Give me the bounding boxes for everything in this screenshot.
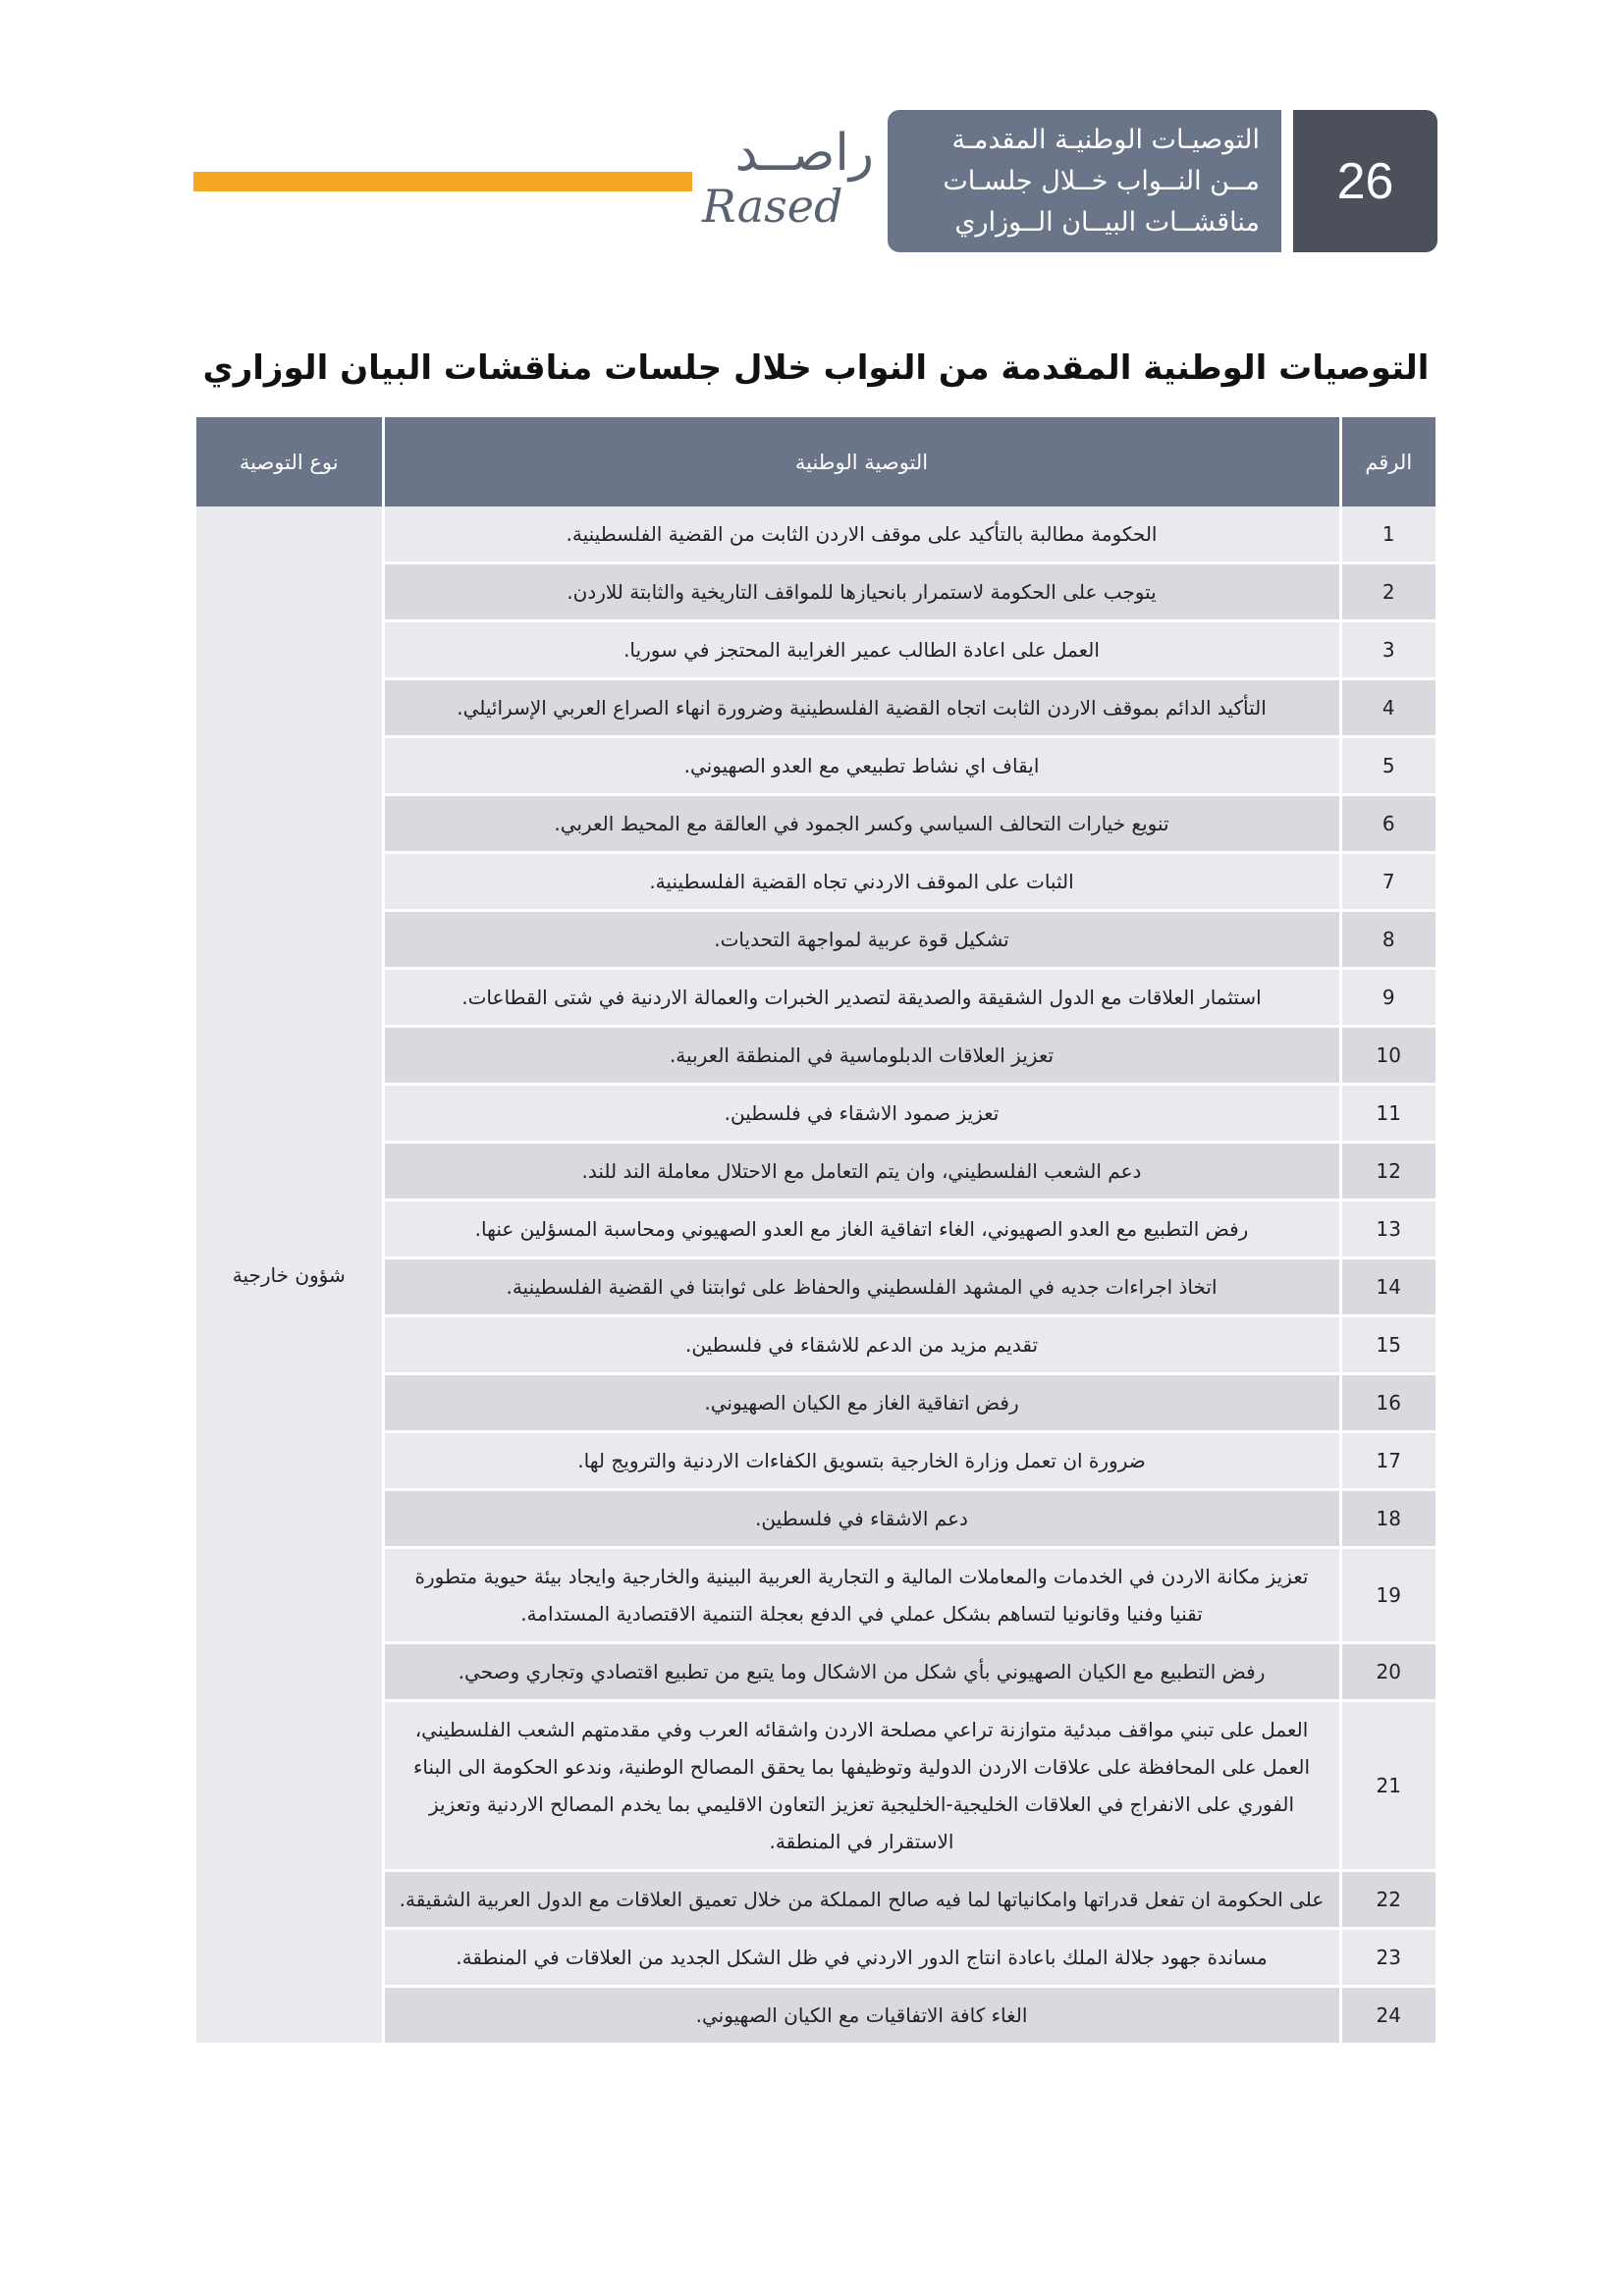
- row-recommendation: رفض التطبيع مع العدو الصهيوني، الغاء اتفاقية الغاز مع العدو الصهيوني ومحاسبة المسؤلين عنها.: [383, 1201, 1340, 1258]
- row-recommendation: رفض اتفاقية الغاز مع الكيان الصهيوني.: [383, 1374, 1340, 1432]
- row-number: 23: [1340, 1929, 1435, 1987]
- row-number: 24: [1340, 1987, 1435, 2045]
- table-row: [196, 1490, 1435, 1548]
- running-title-box: [888, 110, 1281, 252]
- recommendations-table: [196, 417, 1435, 2046]
- row-recommendation: استثمار العلاقات مع الدول الشقيقة والصديقة لتصدير الخبرات والعمالة الاردنية في شتى القطاعات.: [383, 969, 1340, 1027]
- logo-arabic: راصــد: [734, 124, 874, 183]
- table-row: [196, 911, 1435, 969]
- running-title-line: مناقشــات البيــان الــوزاري: [954, 207, 1260, 238]
- table-header-row: [196, 417, 1435, 507]
- table-row: [196, 1027, 1435, 1085]
- row-number: 8: [1340, 911, 1435, 969]
- table-row: [196, 737, 1435, 795]
- row-recommendation: تعزيز مكانة الاردن في الخدمات والمعاملات المالية و التجارية العربية البينية والخارجية وايجاد بيئة حيوية متطورة تقنيا وفنيا وقانونيا لتساهم بشكل عملي في الدفع بعجلة التنمية الاقتصادية المستدامة.: [383, 1548, 1340, 1643]
- page-number: 26: [1293, 110, 1437, 252]
- row-recommendation: العمل على اعادة الطالب عمير الغرايبة المحتجز في سوريا.: [383, 621, 1340, 679]
- table-row: [196, 563, 1435, 621]
- recommendation-type: شؤون خارجية: [196, 507, 383, 2045]
- header-type: نوع التوصية: [196, 417, 383, 507]
- row-number: 15: [1340, 1316, 1435, 1374]
- table-row: [196, 507, 1435, 563]
- row-recommendation: اتخاذ اجراءات جديه في المشهد الفلسطيني والحفاظ على ثوابتنا في القضية الفلسطينية.: [383, 1258, 1340, 1316]
- row-recommendation: دعم الاشقاء في فلسطين.: [383, 1490, 1340, 1548]
- table-row: [196, 1929, 1435, 1987]
- row-recommendation: الثبات على الموقف الاردني تجاه القضية الفلسطينية.: [383, 853, 1340, 911]
- row-recommendation: تقديم مزيد من الدعم للاشقاء في فلسطين.: [383, 1316, 1340, 1374]
- table-row: [196, 1258, 1435, 1316]
- row-number: 22: [1340, 1871, 1435, 1929]
- header-recommendation: التوصية الوطنية: [383, 417, 1340, 507]
- header-number: الرقم: [1340, 417, 1435, 507]
- running-title-line: التوصيـات الوطنيـة المقدمـة: [951, 125, 1260, 155]
- row-recommendation: الحكومة مطالبة بالتأكيد على موقف الاردن الثابت من القضية الفلسطينية.: [383, 507, 1340, 563]
- row-number: 3: [1340, 621, 1435, 679]
- table-row: [196, 1432, 1435, 1490]
- row-number: 18: [1340, 1490, 1435, 1548]
- row-number: 14: [1340, 1258, 1435, 1316]
- table-row: [196, 1316, 1435, 1374]
- table-row: [196, 1643, 1435, 1701]
- table-row: [196, 1701, 1435, 1871]
- row-recommendation: تشكيل قوة عربية لمواجهة التحديات.: [383, 911, 1340, 969]
- row-recommendation: الغاء كافة الاتفاقيات مع الكيان الصهيوني.: [383, 1987, 1340, 2045]
- row-recommendation: مساندة جهود جلالة الملك باعادة انتاج الدور الاردني في ظل الشكل الجديد من العلاقات في المنطقة.: [383, 1929, 1340, 1987]
- document-title: التوصيات الوطنية المقدمة من النواب خلال جلسات مناقشات البيان الوزاري: [202, 348, 1430, 388]
- table-row: [196, 1085, 1435, 1143]
- row-number: 5: [1340, 737, 1435, 795]
- row-number: 16: [1340, 1374, 1435, 1432]
- row-recommendation: تنويع خيارات التحالف السياسي وكسر الجمود في العالقة مع المحيط العربي.: [383, 795, 1340, 853]
- table-row: [196, 853, 1435, 911]
- row-number: 7: [1340, 853, 1435, 911]
- row-recommendation: رفض التطبيع مع الكيان الصهيوني بأي شكل من الاشكال وما يتبع من تطبيع اقتصادي وتجاري وصحي.: [383, 1643, 1340, 1701]
- row-recommendation: العمل على تبني مواقف مبدئية متوازنة تراعي مصلحة الاردن واشقائه العرب وفي مقدمتهم الشعب الفلسطيني، العمل على المحافظة على علاقات الاردن الدولية وتوظيفها بما يحقق المصالح الوطنية، وندعو الحكومة الى البناء الفوري على الانفراج في العلاقات الخليجية-الخليجية تعزيز التعاون الاقليمي بما يخدم المصالح الاردنية وتعزيز الاستقرار في المنطقة.: [383, 1701, 1340, 1871]
- rased-logo: [702, 126, 874, 243]
- row-recommendation: يتوجب على الحكومة لاستمرار بانحيازها للمواقف التاريخية والثابتة للاردن.: [383, 563, 1340, 621]
- row-number: 21: [1340, 1701, 1435, 1871]
- row-number: 6: [1340, 795, 1435, 853]
- table-row: [196, 679, 1435, 737]
- row-recommendation: ايقاف اي نشاط تطبيعي مع العدو الصهيوني.: [383, 737, 1340, 795]
- running-title-line: مــن النــواب خــلال جلسـات: [943, 166, 1260, 196]
- row-number: 4: [1340, 679, 1435, 737]
- table-row: [196, 621, 1435, 679]
- table-row: [196, 1374, 1435, 1432]
- row-number: 17: [1340, 1432, 1435, 1490]
- row-recommendation: التأكيد الدائم بموقف الاردن الثابت اتجاه القضية الفلسطينية وضرورة انهاء الصراع العربي الإسرائيلي.: [383, 679, 1340, 737]
- logo-english: Rased: [702, 180, 843, 233]
- table-row: [196, 1987, 1435, 2045]
- table-row: [196, 1871, 1435, 1929]
- row-recommendation: على الحكومة ان تفعل قدراتها وامكانياتها لما فيه صالح المملكة من خلال تعميق العلاقات مع الدول العربية الشقيقة.: [383, 1871, 1340, 1929]
- row-number: 10: [1340, 1027, 1435, 1085]
- table-row: [196, 795, 1435, 853]
- row-number: 2: [1340, 563, 1435, 621]
- row-number: 13: [1340, 1201, 1435, 1258]
- table-row: [196, 969, 1435, 1027]
- row-recommendation: تعزيز العلاقات الدبلوماسية في المنطقة العربية.: [383, 1027, 1340, 1085]
- table-row: [196, 1548, 1435, 1643]
- row-recommendation: ضرورة ان تعمل وزارة الخارجية بتسويق الكفاءات الاردنية والترويج لها.: [383, 1432, 1340, 1490]
- row-number: 9: [1340, 969, 1435, 1027]
- table-row: [196, 1143, 1435, 1201]
- accent-bar: [193, 172, 692, 191]
- row-number: 20: [1340, 1643, 1435, 1701]
- row-recommendation: دعم الشعب الفلسطيني، وان يتم التعامل مع الاحتلال معاملة الند للند.: [383, 1143, 1340, 1201]
- row-number: 11: [1340, 1085, 1435, 1143]
- row-recommendation: تعزيز صمود الاشقاء في فلسطين.: [383, 1085, 1340, 1143]
- table-row: [196, 1201, 1435, 1258]
- row-number: 1: [1340, 507, 1435, 563]
- row-number: 12: [1340, 1143, 1435, 1201]
- row-number: 19: [1340, 1548, 1435, 1643]
